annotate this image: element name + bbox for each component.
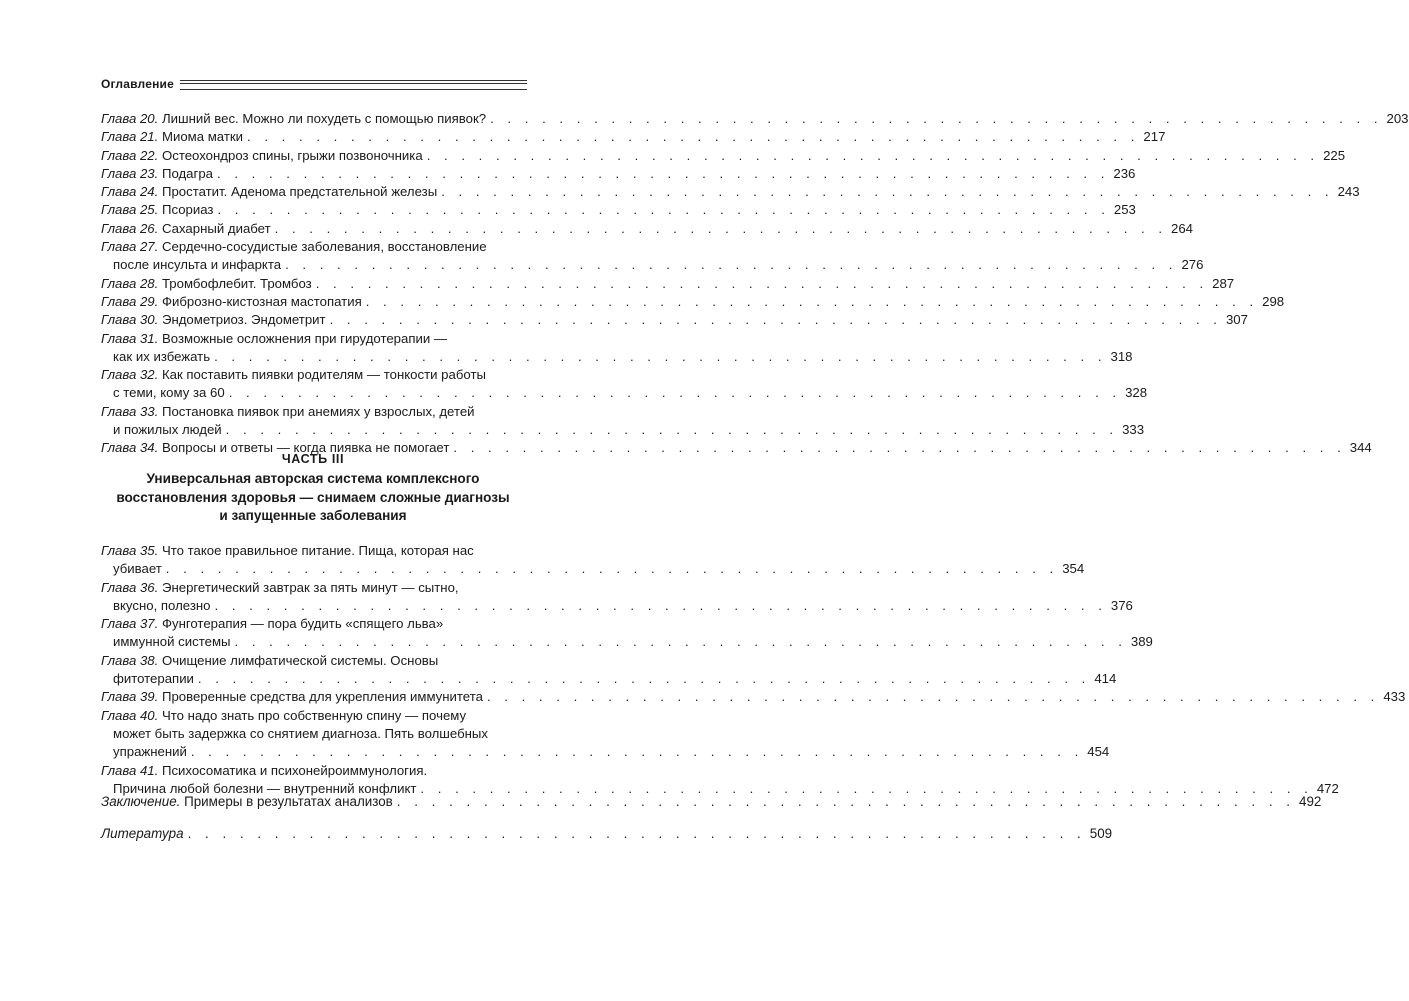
toc-entry-text bbox=[101, 825, 184, 843]
leader-dots: . . . . . . . . . . . . . . . . . . . . . . . . . . . . . . . . . . . . . . . . . . . . . . . . . . . . bbox=[426, 147, 1320, 163]
toc-entry-text bbox=[101, 275, 312, 293]
toc-entry-text bbox=[101, 762, 427, 780]
chapter-title: Псориаз bbox=[161, 202, 214, 218]
toc-entry-line bbox=[101, 128, 1166, 146]
chapter-label: Глава 26. bbox=[101, 220, 159, 236]
chapter-label: Глава 24. bbox=[101, 184, 159, 200]
chapter-label: Заключение. bbox=[101, 794, 181, 809]
chapter-title: иммунной системы bbox=[113, 634, 231, 650]
toc-entry-text bbox=[101, 238, 487, 256]
page-number: 433 bbox=[1383, 689, 1406, 705]
page-number: 492 bbox=[1299, 794, 1322, 809]
toc-entry-text bbox=[101, 311, 326, 329]
chapter-label: Глава 39. bbox=[101, 689, 159, 705]
chapter-title: Сахарный диабет bbox=[161, 220, 271, 236]
toc-entry-line bbox=[101, 183, 1360, 201]
chapter-title: упражнений bbox=[113, 744, 187, 760]
page-number: 243 bbox=[1337, 184, 1360, 200]
toc-entry-line bbox=[101, 165, 1136, 183]
page-number: 225 bbox=[1323, 147, 1346, 163]
chapter-title: Причина любой болезни — внутренний конфликт bbox=[113, 780, 417, 796]
toc-entry-line bbox=[101, 110, 1409, 128]
page-number: 236 bbox=[1113, 165, 1136, 181]
toc-entry-text bbox=[101, 670, 194, 688]
chapter-title: после инсульта и инфаркта bbox=[113, 257, 282, 273]
chapter-title: Постановка пиявок при анемиях у взрослых, детей bbox=[161, 403, 475, 419]
chapter-title: Проверенные средства для укрепления иммунитета bbox=[161, 689, 483, 705]
toc-entry-line bbox=[101, 615, 525, 633]
toc-entry-line bbox=[101, 743, 1110, 761]
toc-entry-line bbox=[101, 238, 525, 256]
chapter-title: Остеохондроз спины, грыжи позвоночника bbox=[161, 147, 423, 163]
chapter-label: Глава 35. bbox=[101, 543, 159, 558]
chapter-label: Глава 27. bbox=[101, 239, 159, 255]
toc-entry-line bbox=[101, 793, 1322, 811]
chapter-label: Глава 25. bbox=[101, 202, 159, 218]
toc-entry-text bbox=[101, 615, 443, 633]
toc-entry[interactable] bbox=[101, 165, 1136, 183]
leader-dots: . . . . . . . . . . . . . . . . . . . . . . . . . . . . . . . . . . . . . . . . . . . . . . . . . . . . bbox=[214, 597, 1107, 613]
chapter-title: Фиброзно-кистозная мастопатия bbox=[161, 293, 362, 309]
toc-entry-line bbox=[101, 348, 1133, 366]
toc-entry[interactable] bbox=[101, 128, 1166, 146]
toc-entry-line bbox=[101, 275, 1235, 293]
chapter-title: Тромбофлебит. Тромбоз bbox=[161, 275, 312, 291]
toc-entry[interactable] bbox=[101, 183, 1360, 201]
toc-entry[interactable] bbox=[101, 579, 1133, 616]
chapter-title: Как поставить пиявки родителям — тонкости работы bbox=[161, 367, 486, 383]
chapter-title: Сердечно-сосудистые заболевания, восстановление bbox=[161, 239, 487, 255]
toc-entry-text bbox=[101, 384, 225, 402]
chapter-title: Возможные осложнения при гирудотерапии — bbox=[161, 330, 448, 346]
header-rule bbox=[180, 80, 527, 90]
toc-entry[interactable] bbox=[101, 110, 1409, 128]
page-number: 217 bbox=[1143, 129, 1166, 145]
toc-entry-text bbox=[101, 688, 483, 706]
toc-entry[interactable] bbox=[101, 403, 1145, 440]
chapter-label: Литература bbox=[101, 826, 184, 841]
toc-entry-text bbox=[101, 348, 210, 366]
chapter-label: Глава 29. bbox=[101, 293, 159, 309]
toc-entry[interactable] bbox=[101, 311, 1248, 329]
toc-entry-line bbox=[101, 579, 525, 597]
toc-entry[interactable] bbox=[101, 330, 1133, 367]
leader-dots: . . . . . . . . . . . . . . . . . . . . . . . . . . . . . . . . . . . . . . . . . . . . . . . . . . . . bbox=[453, 440, 1346, 456]
running-header bbox=[101, 77, 527, 91]
toc-entry-line bbox=[101, 220, 1194, 238]
chapter-title: с теми, кому за 60 bbox=[113, 385, 225, 401]
chapter-label: Глава 38. bbox=[101, 652, 159, 668]
toc-entry-text bbox=[101, 403, 475, 421]
chapter-title: Очищение лимфатической системы. Основы bbox=[161, 652, 439, 668]
leader-dots: . . . . . . . . . . . . . . . . . . . . . . . . . . . . . . . . . . . . . . . . . . . . . . . . . . . . bbox=[165, 561, 1059, 577]
toc-entry-line bbox=[101, 725, 525, 743]
leader-dots: . . . . . . . . . . . . . . . . . . . . . . . . . . . . . . . . . . . . . . . . . . . . . . . . . . . . bbox=[225, 422, 1119, 438]
chapter-label: Глава 28. bbox=[101, 275, 159, 291]
toc-entry[interactable] bbox=[101, 688, 1406, 706]
chapter-title: Психосоматика и психонейроиммунология. bbox=[161, 762, 428, 778]
toc-entry[interactable] bbox=[101, 707, 1110, 762]
chapter-title: Что надо знать про собственную спину — почему bbox=[161, 707, 467, 723]
toc-entry[interactable] bbox=[101, 238, 1204, 275]
toc-entry[interactable] bbox=[101, 201, 1136, 219]
chapter-label: Глава 40. bbox=[101, 707, 159, 723]
toc-entry-line bbox=[101, 366, 525, 384]
page-number: 276 bbox=[1181, 257, 1204, 273]
toc-entry-text bbox=[101, 220, 271, 238]
chapter-label: Глава 34. bbox=[101, 440, 159, 456]
toc-entry-text bbox=[101, 707, 466, 725]
part-title-line: восстановления здоровья — снимаем сложные диагнозы bbox=[116, 489, 510, 505]
toc-entry-text bbox=[101, 793, 393, 811]
toc-entry-line bbox=[101, 688, 1406, 706]
page-number: 414 bbox=[1094, 671, 1117, 687]
page-number: 298 bbox=[1262, 293, 1285, 309]
chapter-title: может быть задержка со снятием диагноза. Пять волшебных bbox=[113, 725, 488, 741]
chapter-label: Глава 30. bbox=[101, 312, 159, 328]
chapter-title: Простатит. Аденома предстательной железы bbox=[161, 184, 438, 200]
toc-entry-text bbox=[101, 725, 488, 743]
toc-entry-line bbox=[101, 403, 525, 421]
page-number: 376 bbox=[1110, 597, 1133, 613]
toc-entry-text bbox=[101, 147, 423, 165]
toc-entry-text bbox=[101, 579, 459, 597]
toc-entry[interactable] bbox=[101, 366, 1148, 403]
toc-entry-line bbox=[101, 597, 1133, 615]
part-title-line: Универсальная авторская система комплексного bbox=[146, 471, 480, 486]
page-number: 307 bbox=[1225, 312, 1248, 328]
page-number: 253 bbox=[1113, 202, 1136, 218]
header-title: Оглавление bbox=[101, 77, 174, 91]
chapter-title: Фунготерапия — пора будить «спящего льва» bbox=[161, 616, 444, 632]
chapter-label: Глава 37. bbox=[101, 616, 159, 632]
toc-entry-line bbox=[101, 542, 525, 560]
leader-dots: . . . . . . . . . . . . . . . . . . . . . . . . . . . . . . . . . . . . . . . . . . . . . . . . . . . . bbox=[420, 780, 1313, 796]
page-number: 344 bbox=[1349, 440, 1372, 456]
toc-entry-text bbox=[101, 421, 222, 439]
toc-entry[interactable] bbox=[101, 793, 1322, 811]
leader-dots: . . . . . . . . . . . . . . . . . . . . . . . . . . . . . . . . . . . . . . . . . . . . . . . . . . . . bbox=[329, 312, 1222, 328]
toc-list-part-2 bbox=[101, 110, 1409, 458]
toc-entry-line bbox=[101, 421, 1145, 439]
toc-entry-text bbox=[101, 597, 211, 615]
leader-dots: . . . . . . . . . . . . . . . . . . . . . . . . . . . . . . . . . . . . . . . . . . . . . . . . . . . . bbox=[441, 184, 1334, 200]
toc-entry-text bbox=[101, 633, 231, 651]
page-number: 264 bbox=[1171, 220, 1194, 236]
chapter-title: Эндометриоз. Эндометрит bbox=[161, 312, 326, 328]
chapter-title: Примеры в результатах анализов bbox=[184, 794, 393, 809]
chapter-label: Глава 41. bbox=[101, 762, 159, 778]
chapter-label: Глава 21. bbox=[101, 129, 159, 145]
toc-entry-line bbox=[101, 707, 525, 725]
page-number: 203 bbox=[1386, 111, 1409, 126]
toc-entry[interactable] bbox=[101, 652, 1117, 689]
leader-dots: . . . . . . . . . . . . . . . . . . . . . . . . . . . . . . . . . . . . . . . . . . . . . . . . . . . . bbox=[315, 275, 1209, 291]
toc-entry-line bbox=[101, 633, 1153, 651]
chapter-label: Глава 33. bbox=[101, 403, 159, 419]
toc-entry-text bbox=[101, 743, 187, 761]
toc-literature bbox=[101, 825, 1113, 843]
page-number: 318 bbox=[1110, 348, 1133, 364]
leader-dots: . . . . . . . . . . . . . . . . . . . . . . . . . . . . . . . . . . . . . . . . . . . . . . . . . . . . bbox=[274, 220, 1168, 236]
leader-dots: . . . . . . . . . . . . . . . . . . . . . . . . . . . . . . . . . . . . . . . . . . . . . . . . . . . . bbox=[217, 202, 1110, 218]
page-number: 333 bbox=[1122, 422, 1145, 438]
chapter-title: Подагра bbox=[161, 165, 213, 181]
toc-entry-line bbox=[101, 670, 1117, 688]
chapter-title: Энергетический завтрак за пять минут — сытно, bbox=[161, 579, 459, 595]
page-number: 472 bbox=[1316, 780, 1339, 796]
page-number: 328 bbox=[1125, 385, 1148, 401]
chapter-title: фитотерапии bbox=[113, 671, 194, 687]
leader-dots: . . . . . . . . . . . . . . . . . . . . . . . . . . . . . . . . . . . . . . . . . . . . . . . . . . . . bbox=[214, 348, 1107, 364]
leader-dots: . . . . . . . . . . . . . . . . . . . . . . . . . . . . . . . . . . . . . . . . . . . . . . . . . . . . bbox=[365, 293, 1259, 309]
toc-entry-line bbox=[101, 384, 1148, 402]
chapter-label: Глава 32. bbox=[101, 367, 159, 383]
toc-conclusion bbox=[101, 793, 1322, 811]
leader-dots: . . . . . . . . . . . . . . . . . . . . . . . . . . . . . . . . . . . . . . . . . . . . . . . . . . . . bbox=[228, 385, 1122, 401]
chapter-label: Глава 36. bbox=[101, 579, 159, 595]
chapter-title: Вопросы и ответы — когда пиявка не помогает bbox=[161, 440, 450, 456]
toc-entry[interactable] bbox=[101, 825, 1113, 843]
page-number: 354 bbox=[1062, 561, 1085, 577]
page-number: 454 bbox=[1087, 744, 1110, 760]
toc-entry[interactable] bbox=[101, 615, 1153, 652]
part-heading bbox=[101, 452, 525, 526]
toc-entry-text bbox=[101, 128, 243, 146]
toc-entry-line bbox=[101, 652, 525, 670]
toc-entry-text bbox=[101, 256, 281, 274]
toc-entry-text bbox=[101, 165, 213, 183]
part-label: ЧАСТЬ III bbox=[281, 452, 345, 466]
toc-entry-line bbox=[101, 147, 1346, 165]
leader-dots: . . . . . . . . . . . . . . . . . . . . . . . . . . . . . . . . . . . . . . . . . . . . . . . . . . . . bbox=[217, 165, 1110, 181]
page-number: 509 bbox=[1089, 826, 1113, 841]
toc-entry[interactable] bbox=[101, 293, 1285, 311]
chapter-label: Глава 23. bbox=[101, 165, 159, 181]
toc-entry-text bbox=[101, 330, 447, 348]
toc-entry-line bbox=[101, 256, 1204, 274]
toc-entry[interactable] bbox=[101, 147, 1346, 165]
leader-dots: . . . . . . . . . . . . . . . . . . . . . . . . . . . . . . . . . . . . . . . . . . . . . . . . . . . . bbox=[197, 671, 1091, 687]
chapter-title: Миома матки bbox=[161, 129, 244, 145]
toc-entry-text bbox=[101, 201, 213, 219]
chapter-title: Что такое правильное питание. Пища, которая нас bbox=[161, 543, 474, 558]
toc-entry[interactable] bbox=[101, 275, 1235, 293]
toc-entry-line bbox=[101, 330, 525, 348]
toc-entry-line bbox=[101, 825, 1113, 843]
toc-list-part-3 bbox=[101, 542, 1406, 798]
leader-dots: . . . . . . . . . . . . . . . . . . . . . . . . . . . . . . . . . . . . . . . . . . . . . . . . . . . . bbox=[190, 744, 1084, 760]
chapter-label: Глава 22. bbox=[101, 147, 159, 163]
chapter-title: и пожилых людей bbox=[113, 422, 222, 438]
chapter-title: Лишний вес. Можно ли похудеть с помощью пиявок? bbox=[161, 111, 487, 126]
page-number: 287 bbox=[1212, 275, 1235, 291]
toc-entry[interactable] bbox=[101, 220, 1194, 238]
page-number: 389 bbox=[1130, 634, 1153, 650]
part-title bbox=[101, 470, 525, 526]
chapter-title: вкусно, полезно bbox=[113, 597, 211, 613]
toc-entry-text bbox=[101, 183, 437, 201]
chapter-label: Глава 20. bbox=[101, 111, 159, 126]
toc-entry-text bbox=[101, 652, 438, 670]
toc-entry-line bbox=[101, 311, 1248, 329]
chapter-label: Глава 31. bbox=[101, 330, 159, 346]
chapter-title: как их избежать bbox=[113, 348, 211, 364]
toc-entry-text bbox=[101, 542, 474, 560]
leader-dots: . . . . . . . . . . . . . . . . . . . . . . . . . . . . . . . . . . . . . . . . . . . . . . . . . . . . bbox=[486, 689, 1380, 705]
toc-entry-line bbox=[101, 201, 1136, 219]
leader-dots: . . . . . . . . . . . . . . . . . . . . . . . . . . . . . . . . . . . . . . . . . . . . . . . . . . . . bbox=[285, 257, 1178, 273]
leader-dots: . . . . . . . . . . . . . . . . . . . . . . . . . . . . . . . . . . . . . . . . . . . . . . . . . . . . bbox=[187, 826, 1086, 841]
leader-dots: . . . . . . . . . . . . . . . . . . . . . . . . . . . . . . . . . . . . . . . . . . . . . . . . . . . . bbox=[396, 794, 1295, 809]
part-title-line: и запущенные заболевания bbox=[219, 508, 407, 523]
toc-entry-line bbox=[101, 560, 1085, 578]
leader-dots: . . . . . . . . . . . . . . . . . . . . . . . . . . . . . . . . . . . . . . . . . . . . . . . . . . . . bbox=[234, 634, 1127, 650]
chapter-title: убивает bbox=[113, 561, 162, 577]
toc-entry-text bbox=[101, 293, 362, 311]
leader-dots: . . . . . . . . . . . . . . . . . . . . . . . . . . . . . . . . . . . . . . . . . . . . . . . . . . . . bbox=[490, 111, 1383, 126]
leader-dots: . . . . . . . . . . . . . . . . . . . . . . . . . . . . . . . . . . . . . . . . . . . . . . . . . . . . bbox=[247, 129, 1140, 145]
toc-entry-line bbox=[101, 762, 525, 780]
toc-entry[interactable] bbox=[101, 542, 1085, 579]
toc-entry-line bbox=[101, 293, 1285, 311]
toc-entry-text bbox=[101, 560, 162, 578]
toc-entry-text bbox=[101, 110, 486, 128]
toc-entry-text bbox=[101, 366, 486, 384]
